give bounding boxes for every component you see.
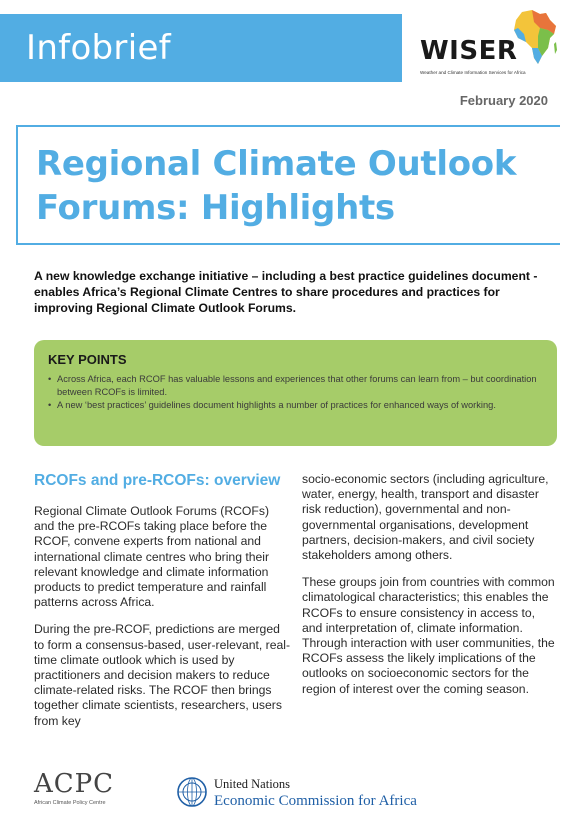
infobrief-band xyxy=(0,14,402,82)
body-paragraph: These groups join from countries with common climatological characteristics; this enables the RCOFs to ensure consistency in access to, and interpretation of, climate information. Through interaction with user communities, the RCOFs assess the likely implications of the outlooks on socioeconomic sectors for the region of interest over the coming season. xyxy=(302,575,555,696)
section-heading: RCOFs and pre-RCOFs: overview xyxy=(34,472,281,489)
title-box xyxy=(16,125,560,245)
lead-paragraph: A new knowledge exchange initiative – including a best practice guidelines document - enables Africa’s Regional Climate Centres to share procedures and practices for improving Regional Climate Outlook Forums. xyxy=(34,269,538,315)
publication-date: February 2020 xyxy=(459,93,548,108)
un-eca-logo xyxy=(176,775,456,815)
eca-name: Economic Commission for Africa xyxy=(214,793,417,809)
acpc-logo xyxy=(34,770,134,814)
key-points-list xyxy=(48,373,543,412)
key-points-heading: KEY POINTS xyxy=(48,352,127,367)
body-paragraph: socio-economic sectors (including agriculture, water, energy, health, transport and disaster risk reduction), governmental and non-governmental organisations, development partners, decision-makers, and civil society stakeholders among others. xyxy=(302,472,549,563)
acpc-subtitle: African Climate Policy Centre xyxy=(34,800,106,806)
wiser-logo xyxy=(418,8,563,86)
acpc-wordmark: ACPC xyxy=(34,769,115,799)
body-paragraph: Regional Climate Outlook Forums (RCOFs) and the pre-RCOFs taking place before the RCOF, convene experts from national and international climate centres who bring their relevant knowledge and climate information products to predict temperature and rainfall patterns across Africa. xyxy=(34,504,270,610)
body-column-right xyxy=(302,472,557,709)
infobrief-label: Infobrief xyxy=(26,28,171,68)
africa-map-icon xyxy=(510,8,560,66)
body-column-left xyxy=(34,472,292,741)
wiser-wordmark: WISER xyxy=(420,36,518,66)
wiser-tagline: Weather and Climate Information Services for Africa xyxy=(420,70,526,75)
un-emblem-icon xyxy=(176,776,208,808)
key-points-box xyxy=(34,340,557,446)
page-title: Regional Climate Outlook Forums: Highlights xyxy=(36,144,517,228)
key-point-item: • A new ‘best practices’ guidelines document highlights a number of practices for enhanced ways of working. xyxy=(48,399,543,412)
key-point-item: • Across Africa, each RCOF has valuable lessons and experiences that other forums can learn from – but coordination between RCOFs is limited. xyxy=(48,373,543,399)
body-paragraph: During the pre-RCOF, predictions are merged to form a consensus-based, user-relevant, real-time climate outlook which is used by practitioners and decision makers to reduce climate-related risks. The RCOF then brings together climate scientists, researchers, users from key xyxy=(34,622,291,728)
un-name: United Nations xyxy=(214,777,291,791)
